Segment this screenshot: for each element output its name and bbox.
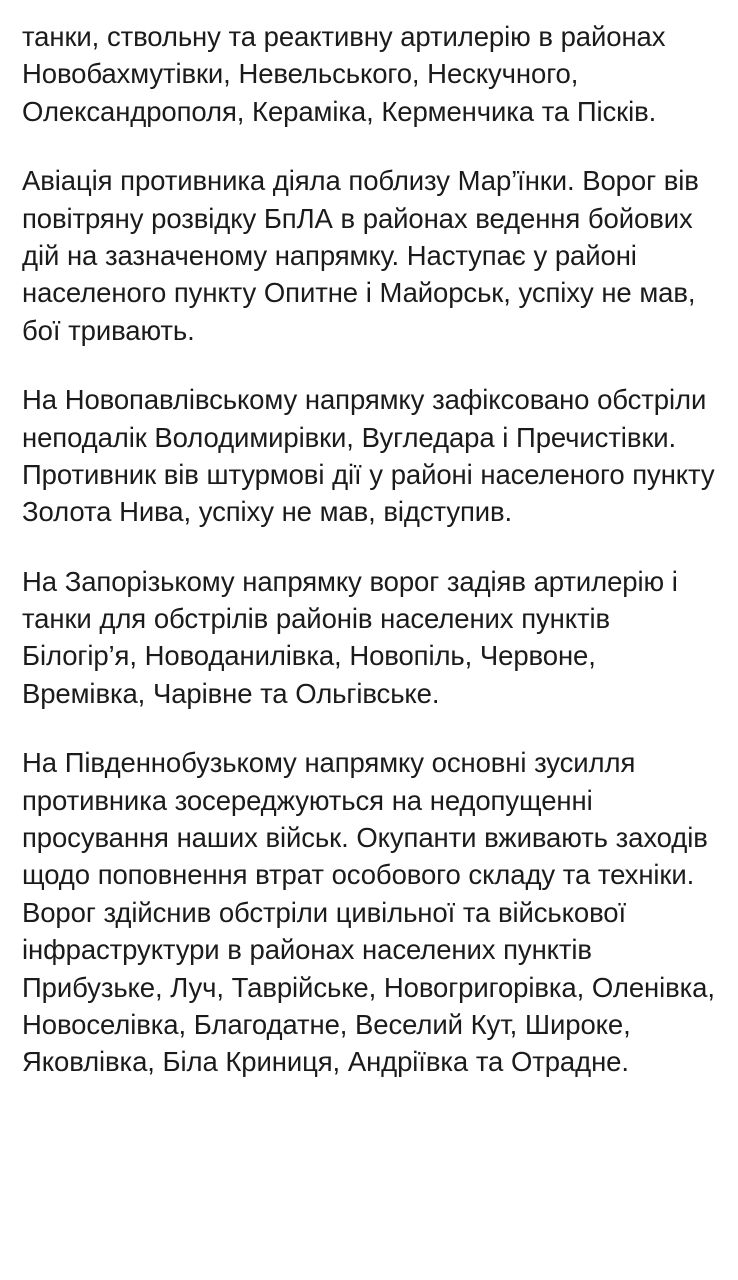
paragraph: На Південнобузькому напрямку основні зусилля противника зосереджуються на недопущенні просування наших військ. Окупанти вживають заходів щодо поповнення втрат особового складу та техніки. Ворог здійснив обстріли цивільної та військової інфраструктури в районах населених пунктів Прибузьке, Луч, Таврійське, Новогригорівка, Оленівка, Новоселівка, Благодатне, Веселий Кут, Широке, Яковлівка, Біла Криниця, Андріївка та Отрадне. bbox=[22, 747, 715, 1078]
paragraph: На Запорізькому напрямку ворог задіяв артилерію і танки для обстрілів районів населених пунктів Білогір’я, Новоданилівка, Новопіль, Червоне, Времівка, Чарівне та Ольгівське. bbox=[22, 565, 678, 709]
paragraph: танки, ствольну та реактивну артилерію в районах Новобахмутівки, Невельського, Нескучного, Олександрополя, Кераміка, Керменчика та Пісків. bbox=[22, 21, 666, 127]
paragraph: Авіація противника діяла поблизу Мар’їнки. Ворог вів повітряну розвідку БпЛА в районах ведення бойових дій на зазначеному напрямку. Наступає у районі населеного пункту Опитне і Майорськ, успіху не мав, бої тривають. bbox=[22, 165, 699, 346]
paragraph: На Новопавлівському напрямку зафіксовано обстріли неподалік Володимирівки, Вугледара і Пречистівки. Противник вів штурмові дії у районі населеного пункту Золота Нива, успіху не мав, відступив. bbox=[22, 384, 715, 528]
